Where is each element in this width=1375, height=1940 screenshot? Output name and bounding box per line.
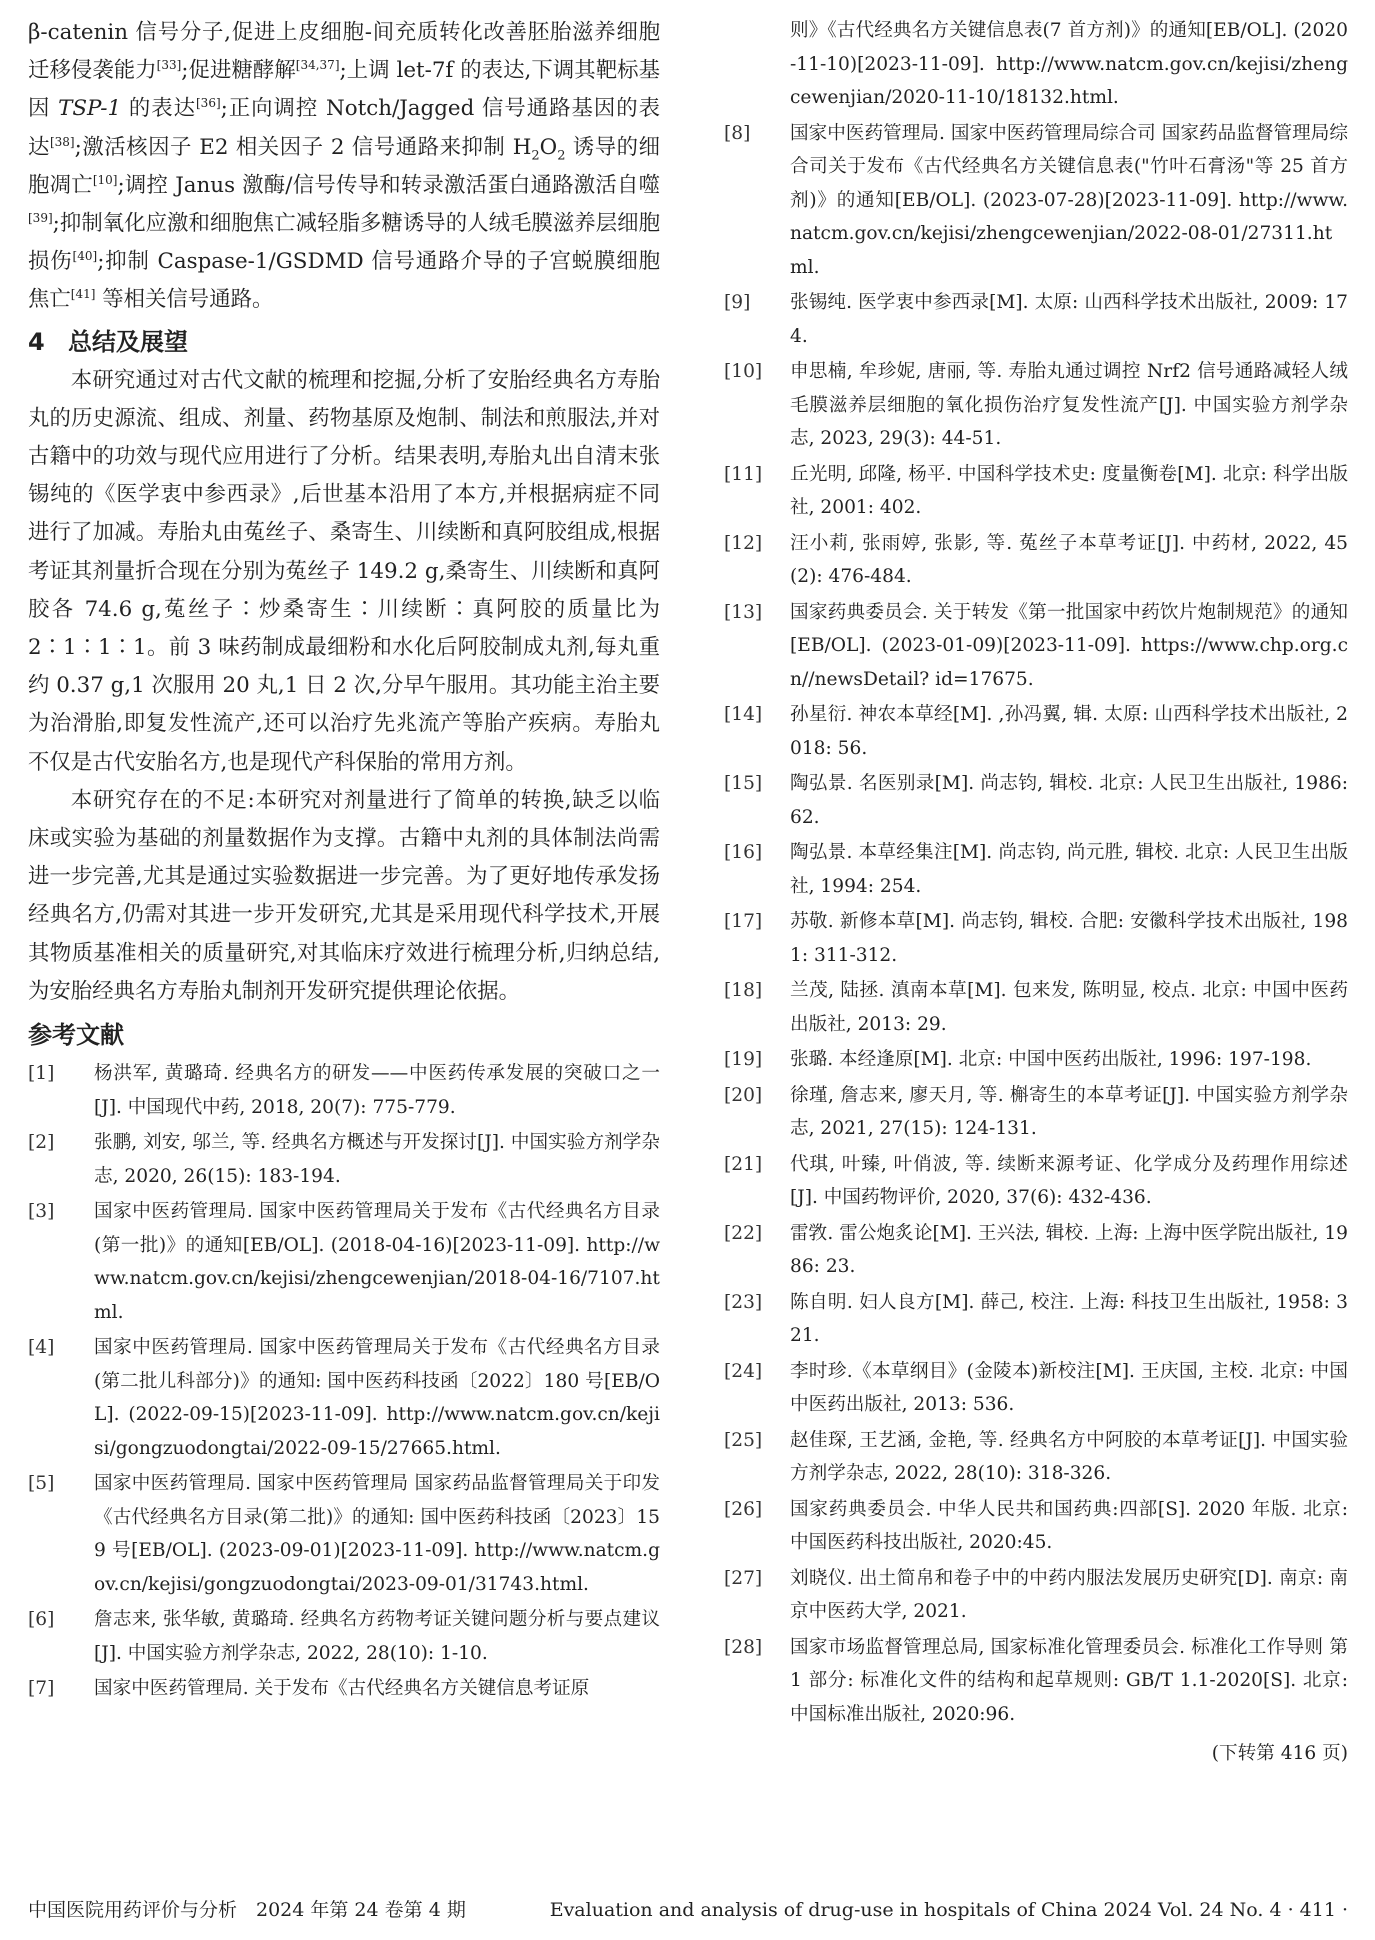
section-number: 4	[28, 327, 45, 356]
gene-name: TSP-1	[58, 96, 122, 122]
reference-item	[724, 1424, 1348, 1491]
reference-text: 申思楠, 牟珍妮, 唐丽, 等. 寿胎丸通过调控 Nrf2 信号通路减轻人绒毛膜滋养层细胞的氧化损伤治疗复发性流产[J]. 中国实验方剂学杂志, 2023, 29(3): 44-51.	[790, 361, 1348, 449]
reference-text: 徐瑾, 詹志来, 廖天月, 等. 槲寄生的本草考证[J]. 中国实验方剂学杂志, 2021, 27(15): 124-131.	[790, 1084, 1348, 1139]
reference-text: 陶弘景. 名医别录[M]. 尚志钧, 辑校. 北京: 人民卫生出版社, 1986: 62.	[790, 773, 1348, 828]
page-footer	[28, 1893, 1348, 1927]
citation: [10]	[92, 172, 118, 187]
reference-text: 国家市场监督管理总局, 国家标准化管理委员会. 标准化工作导则 第 1 部分: 标准化文件的结构和起草规则: GB/T 1.1-2020[S]. 北京: 中国标准出版社, 2020:96.	[790, 1636, 1348, 1725]
reference-text: 国家中医药管理局. 国家中医药管理局综合司 国家药品监督管理局综合司关于发布《古代经典名方关键信息表("竹叶石膏汤"等 25 首方剂)》的通知[EB/OL]. (2023-07-28)[2023-11-09]. http://www.natcm.gov.cn/kejisi/zhengcewenjian/2022-08-01/27311.html.	[790, 122, 1348, 278]
reference-number: [7]	[28, 1678, 55, 1700]
reference-item	[724, 1148, 1348, 1215]
reference-number: [2]	[28, 1132, 55, 1154]
reference-item	[724, 1043, 1348, 1077]
reference-item	[724, 1493, 1348, 1560]
reference-item	[724, 1562, 1348, 1629]
reference-text: 丘光明, 邱隆, 杨平. 中国科学技术史: 度量衡卷[M]. 北京: 科学出版社, 2001: 402.	[790, 463, 1348, 518]
reference-number: [27]	[724, 1567, 763, 1589]
reference-item	[724, 527, 1348, 594]
reference-text: 李时珍.《本草纲目》(金陵本)新校注[M]. 王庆国, 主校. 北京: 中国中医药出版社, 2013: 536.	[790, 1360, 1348, 1415]
reference-number: [5]	[28, 1473, 55, 1495]
reference-item	[28, 1331, 660, 1465]
reference-item	[28, 1467, 660, 1601]
reference-item	[28, 1603, 660, 1670]
citation: [33]	[156, 58, 182, 73]
reference-item	[724, 458, 1348, 525]
reference-number: [14]	[724, 704, 763, 725]
citation: [40]	[72, 249, 98, 264]
reference-text: 国家药典委员会. 中华人民共和国药典:四部[S]. 2020 年版. 北京: 中国医药科技出版社, 2020:45.	[790, 1498, 1348, 1553]
reference-text: 国家药典委员会. 关于转发《第一批国家中药饮片炮制规范》的通知[EB/OL]. (2023-01-09)[2023-11-09]. https://www.chp.org.cn//newsDetail? id=17675.	[790, 601, 1348, 690]
reference-number: [8]	[724, 122, 751, 144]
reference-text: 国家中医药管理局. 国家中医药管理局关于发布《古代经典名方目录(第二批儿科部分)》的通知: 国中医药科技函〔2022〕180 号[EB/OL]. (2022-09-15)[2023-11-09]. http://www.natcm.gov.cn/kejisi/gongzuodongtai/2022-09-15/27665.html.	[94, 1337, 660, 1459]
reference-number: [26]	[724, 1498, 763, 1520]
reference-number: [6]	[28, 1609, 55, 1631]
reference-number: [20]	[724, 1084, 763, 1106]
reference-number: [3]	[28, 1201, 55, 1223]
reference-number: [18]	[724, 980, 763, 1001]
reference-text: 苏敬. 新修本草[M]. 尚志钧, 辑校. 合肥: 安徽科学技术出版社, 1981: 311-312.	[790, 911, 1348, 966]
reference-number: [4]	[28, 1337, 55, 1359]
reference-list-right	[724, 14, 1348, 1731]
citation: [39]	[28, 210, 53, 225]
reference-item	[724, 767, 1348, 834]
reference-number: [24]	[724, 1360, 763, 1382]
reference-number: [11]	[724, 463, 763, 485]
reference-number: [16]	[724, 842, 763, 863]
reference-item	[724, 1631, 1348, 1732]
section-heading	[28, 322, 660, 362]
reference-text: 代琪, 叶臻, 叶俏波, 等. 续断来源考证、化学成分及药理作用综述[J]. 中国药物评价, 2020, 37(6): 432-436.	[790, 1153, 1348, 1208]
reference-item	[724, 1079, 1348, 1146]
reference-text: 张鹏, 刘安, 邬兰, 等. 经典名方概述与开发探讨[J]. 中国实验方剂学杂志, 2020, 26(15): 183-194.	[94, 1132, 660, 1187]
reference-item	[724, 1286, 1348, 1353]
reference-text: 陈自明. 妇人良方[M]. 薛己, 校注. 上海: 科技卫生出版社, 1958: 321.	[790, 1291, 1348, 1346]
reference-item	[28, 1672, 660, 1706]
continued-note: (下转第 416 页)	[1211, 1743, 1348, 1764]
reference-item	[724, 117, 1348, 285]
reference-text: 国家中医药管理局. 国家中医药管理局 国家药品监督管理局关于印发《古代经典名方目录(第二批)》的通知: 国中医药科技函〔2023〕159 号[EB/OL]. (2023-09-01)[2023-11-09]. http://www.natcm.gov.cn/kejisi/gongzuodongtai/2023-09-01/31743.html.	[94, 1473, 660, 1595]
reference-number: [22]	[724, 1222, 763, 1244]
reference-item	[724, 974, 1348, 1041]
reference-number: [28]	[724, 1636, 763, 1658]
reference-item	[724, 698, 1348, 765]
reference-number: [15]	[724, 773, 763, 794]
reference-text: 国家中医药管理局. 国家中医药管理局关于发布《古代经典名方目录(第一批)》的通知[EB/OL]. (2018-04-16)[2023-11-09]. http://www.natcm.gov.cn/kejisi/zhengcewenjian/2018-04-16/7107.html.	[94, 1201, 660, 1323]
reference-text: 赵佳琛, 王艺涵, 金艳, 等. 经典名方中阿胶的本草考证[J]. 中国实验方剂学杂志, 2022, 28(10): 318-326.	[790, 1429, 1348, 1484]
reference-number: [21]	[724, 1153, 763, 1175]
reference-number: [25]	[724, 1429, 763, 1451]
reference-text: 则》《古代经典名方关键信息表(7 首方剂)》的通知[EB/OL]. (2020-11-10)[2023-11-09]. http://www.natcm.gov.cn/kejisi/zhengcewenjian/2020-11-10/18132.html.	[790, 20, 1348, 108]
reference-text: 汪小莉, 张雨婷, 张影, 等. 菟丝子本草考证[J]. 中药材, 2022, 45(2): 476-484.	[790, 532, 1348, 587]
reference-item	[724, 836, 1348, 903]
reference-continuation	[724, 14, 1348, 115]
reference-number: [13]	[724, 601, 763, 623]
reference-text: 国家中医药管理局. 关于发布《古代经典名方关键信息考证原	[94, 1678, 590, 1700]
section-title: 总结及展望	[68, 327, 188, 356]
reference-number: [17]	[724, 911, 763, 932]
reference-text: 陶弘景. 本草经集注[M]. 尚志钧, 尚元胜, 辑校. 北京: 人民卫生出版社, 1994: 254.	[790, 842, 1348, 897]
reference-number: [1]	[28, 1063, 55, 1085]
reference-item	[724, 905, 1348, 972]
reference-item	[724, 596, 1348, 697]
reference-text: 雷敩. 雷公炮炙论[M]. 王兴法, 辑校. 上海: 上海中医学院出版社, 1986: 23.	[790, 1222, 1348, 1277]
reference-text: 詹志来, 张华敏, 黄璐琦. 经典名方药物考证关键问题分析与要点建议[J]. 中国实验方剂学杂志, 2022, 28(10): 1-10.	[94, 1609, 660, 1664]
reference-text: 孙星衍. 神农本草经[M]. ,孙冯翼, 辑. 太原: 山西科学技术出版社, 2018: 56.	[790, 704, 1348, 759]
reference-text: 张锡纯. 医学衷中参西录[M]. 太原: 山西科学技术出版社, 2009: 174.	[790, 292, 1348, 347]
citation: [38]	[49, 134, 75, 149]
intro-paragraph: β-catenin 信号分子,促进上皮细胞-间充质转化改善胚胎滋养细胞迁移侵袭能力[33];促进糖酵解[34,37];上调 let-7f 的表达,下调其靶标基因 TSP-1 的表达[36];正向调控 Notch/Jagged 信号通路基因的表达[38];激活核因子 E2 相关因子 2 信号通路来抑制 $H_2O_2$ 诱导的细胞凋亡[10];调控 Janus 激酶/信号传导和转录激活蛋白通路激活自噬[39];抑制氧化应激和细胞焦亡减轻脂多糖诱导的人绒毛膜滋养层细胞损伤[40];抑制 Caspase-1/GSDMD 信号通路介导的子宫蜕膜细胞焦亡[41] 等相关信号通路。	[28, 20, 660, 313]
reference-number: [12]	[724, 532, 763, 554]
reference-list-left	[28, 1057, 660, 1706]
citation: [34,37]	[295, 58, 340, 73]
reference-item	[724, 355, 1348, 456]
reference-item	[28, 1126, 660, 1193]
reference-number: [9]	[724, 292, 751, 313]
footer-journal-cn: 中国医院用药评价与分析 2024 年第 24 卷第 4 期	[28, 1899, 466, 1921]
reference-text: 兰茂, 陆拯. 滇南本草[M]. 包来发, 陈明显, 校点. 北京: 中国中医药出版社, 2013: 29.	[790, 980, 1348, 1035]
citation: [41]	[70, 287, 96, 302]
reference-number: [19]	[724, 1049, 763, 1070]
reference-text: 刘晓仪. 出土简帛和卷子中的中药内服法发展历史研究[D]. 南京: 南京中医药大学, 2021.	[790, 1567, 1348, 1622]
reference-item	[724, 286, 1348, 353]
footer-journal-en: Evaluation and analysis of drug-use in hospitals of China 2024 Vol. 24 No. 4 · 411 ·	[549, 1899, 1348, 1921]
summary-paragraph: 本研究通过对古代文献的梳理和挖掘,分析了安胎经典名方寿胎丸的历史源流、组成、剂量、药物基原及炮制、制法和煎服法,并对古籍中的功效与现代应用进行了分析。结果表明,寿胎丸出自清末张锡纯的《医学衷中参西录》,后世基本沿用了本方,并根据病症不同进行了加减。寿胎丸由菟丝子、桑寄生、川续断和真阿胶组成,根据考证其剂量折合现在分别为菟丝子 149.2 g,桑寄生、川续断和真阿胶各 74.6 g,菟丝子∶炒桑寄生∶川续断∶真阿胶的质量比为2∶1∶1∶1。前 3 味药制成最细粉和水化后阿胶制成丸剂,每丸重约 0.37 g,1 次服用 20 丸,1 日 2 次,分早午服用。其功能主治主要为治滑胎,即复发性流产,还可以治疗先兆流产等胎产疾病。寿胎丸不仅是古代安胎名方,也是现代产科保胎的常用方剂。	[28, 367, 660, 775]
references-heading: 参考文献	[28, 1021, 124, 1050]
left-column	[28, 14, 660, 1708]
citation: [36]	[196, 96, 221, 111]
reference-number: [10]	[724, 361, 763, 382]
reference-item	[724, 1355, 1348, 1422]
reference-number: [23]	[724, 1291, 763, 1313]
reference-text: 张璐. 本经逢原[M]. 北京: 中国中医药出版社, 1996: 197-198.	[790, 1049, 1312, 1070]
reference-text: 杨洪军, 黄璐琦. 经典名方的研发——中医药传承发展的突破口之一[J]. 中国现代中药, 2018, 20(7): 775-779.	[94, 1063, 660, 1118]
limitations-paragraph: 本研究存在的不足:本研究对剂量进行了简单的转换,缺乏以临床或实验为基础的剂量数据作为支撑。古籍中丸剂的具体制法尚需进一步完善,尤其是通过实验数据进一步完善。为了更好地传承发扬经典名方,仍需对其进一步开发研究,尤其是采用现代科学技术,开展其物质基准相关的质量研究,对其临床疗效进行梳理分析,归纳总结,为安胎经典名方寿胎丸制剂开发研究提供理论依据。	[28, 787, 660, 1004]
reference-item	[724, 1217, 1348, 1284]
reference-item	[28, 1195, 660, 1329]
right-column	[724, 14, 1348, 1770]
reference-item	[28, 1057, 660, 1124]
